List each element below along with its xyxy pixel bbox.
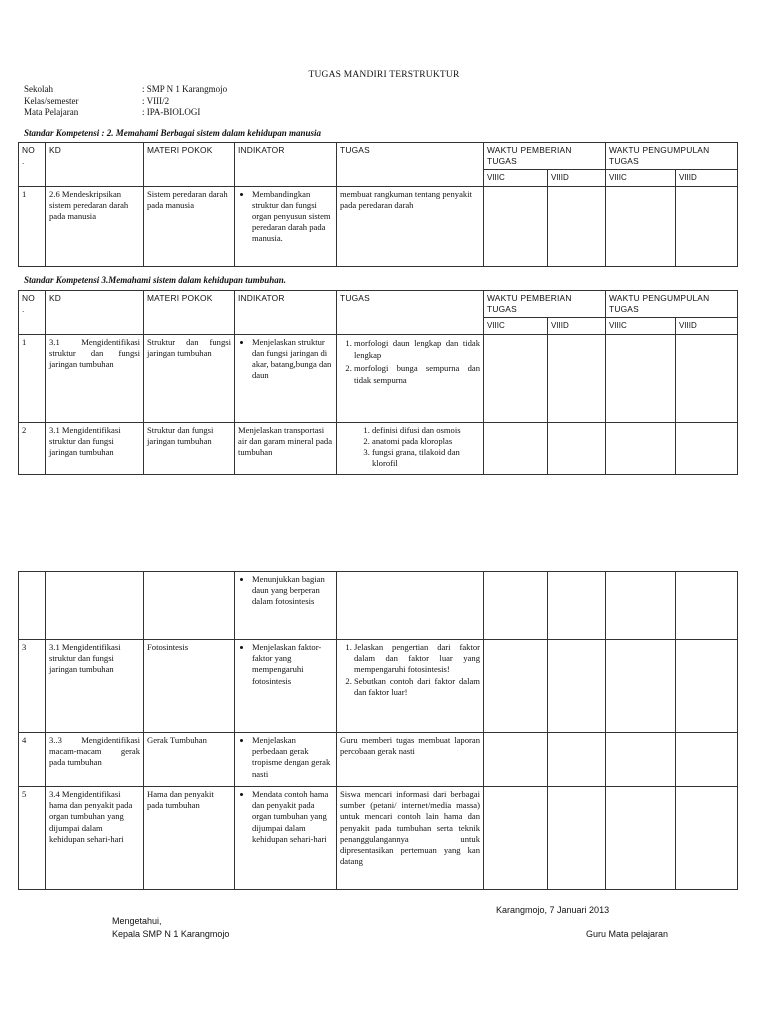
table-header-row xyxy=(19,291,738,318)
tugas-item: 1. Jelaskan pengertian dari faktor dalam dan faktor luar yang mempengaruhi fotosintesis! xyxy=(354,642,480,676)
header-indikator: INDIKATOR xyxy=(235,143,337,187)
tugas-item: 1. morfologi daun lengkap dan tidak lengkap xyxy=(354,337,480,362)
table-row xyxy=(19,572,738,640)
tugas-item: 2. anatomi pada kloroplas xyxy=(372,436,480,447)
cell-kd xyxy=(46,572,144,640)
cell-empty xyxy=(606,787,676,890)
cell-empty xyxy=(606,422,676,474)
info-row-subject xyxy=(24,107,227,119)
table-row xyxy=(19,787,738,890)
cell-materi: Hama dan penyakit pada tumbuhan xyxy=(144,787,235,890)
cell-empty xyxy=(484,186,548,266)
info-value: : VIII/2 xyxy=(142,95,170,106)
cell-empty xyxy=(676,787,738,890)
cell-no: 3 xyxy=(19,640,46,733)
cell-empty xyxy=(484,733,548,787)
table-header-row xyxy=(19,143,738,170)
info-row-class xyxy=(24,96,227,108)
info-value: : IPA-BIOLOGI xyxy=(142,107,201,117)
cell-tugas xyxy=(337,422,484,474)
cell-empty xyxy=(548,186,606,266)
info-value: : SMP N 1 Karangmojo xyxy=(142,84,228,94)
cell-no: 1 xyxy=(19,186,46,266)
cell-empty xyxy=(676,334,738,422)
cell-indikator xyxy=(235,334,337,422)
info-label: Kelas/semester xyxy=(24,95,79,106)
cell-empty xyxy=(484,334,548,422)
cell-kd: 3..3 Mengidentifikasi macam-macam gerak pada tumbuhan xyxy=(46,733,144,787)
school-info xyxy=(24,84,227,119)
cell-tugas: Guru memberi tugas membuat laporan percobaan gerak nasti xyxy=(337,733,484,787)
cell-empty xyxy=(606,640,676,733)
header-pengumpulan: WAKTU PENGUMPULAN TUGAS xyxy=(606,291,738,318)
document-title: TUGAS MANDIRI TERSTRUKTUR xyxy=(308,70,460,80)
cell-indikator xyxy=(235,733,337,787)
cell-empty xyxy=(484,640,548,733)
cell-no: 4 xyxy=(19,733,46,787)
cell-empty xyxy=(676,572,738,640)
header-viiic: VIIIC xyxy=(606,318,676,334)
cell-no: 1 xyxy=(19,334,46,422)
header-indikator: INDIKATOR xyxy=(235,291,337,335)
cell-materi: Sistem peredaran darah pada manusia xyxy=(144,186,235,266)
cell-empty xyxy=(484,422,548,474)
table-competency-3-continued xyxy=(18,571,738,890)
cell-kd: 2.6 Mendeskripsikan sistem peredaran darah pada manusia xyxy=(46,186,144,266)
indikator-item: • Menjelaskan faktor-faktor yang mempengaruhi fotosintesis xyxy=(252,642,333,687)
cell-empty xyxy=(548,334,606,422)
cell-indikator xyxy=(235,572,337,640)
cell-empty xyxy=(676,733,738,787)
place-date: Karangmojo, 7 Januari 2013 xyxy=(496,905,610,915)
cell-kd: 3.1 Mengidentifikasi struktur dan fungsi jaringan tumbuhan xyxy=(46,640,144,733)
cell-empty xyxy=(548,572,606,640)
table-competency-3 xyxy=(18,290,738,475)
table-competency-2 xyxy=(18,142,738,267)
indikator-item: • Menjelaskan struktur dan fungsi jaringan di akar, batang,bunga dan daun xyxy=(252,337,333,382)
header-materi: MATERI POKOK xyxy=(144,143,235,187)
header-pengumpulan: WAKTU PENGUMPULAN TUGAS xyxy=(606,143,738,170)
header-tugas: TUGAS xyxy=(337,291,484,335)
cell-tugas xyxy=(337,572,484,640)
header-viiid: VIIID xyxy=(548,318,606,334)
info-label: Sekolah xyxy=(24,84,53,94)
cell-no xyxy=(19,572,46,640)
cell-empty xyxy=(606,334,676,422)
standard-competency-3: Standar Kompetensi 3.Memahami sistem dalam kehidupan tumbuhan. xyxy=(24,275,287,285)
cell-materi: Struktur dan fungsi jaringan tumbuhan xyxy=(144,334,235,422)
cell-materi: Struktur dan fungsi jaringan tumbuhan xyxy=(144,422,235,474)
cell-empty xyxy=(548,733,606,787)
cell-tugas xyxy=(337,640,484,733)
tugas-item: 2. Sebutkan contoh dari faktor dalam dan faktor luar! xyxy=(354,676,480,698)
header-kd: KD xyxy=(46,291,144,335)
table-row xyxy=(19,422,738,474)
cell-empty xyxy=(676,640,738,733)
header-no: NO . xyxy=(19,291,46,335)
tugas-item: 3. fungsi grana, tilakoid dan klorofil xyxy=(372,447,480,469)
table-row xyxy=(19,640,738,733)
cell-empty xyxy=(676,186,738,266)
cell-empty xyxy=(606,733,676,787)
header-pemberian: WAKTU PEMBERIAN TUGAS xyxy=(484,291,606,318)
header-viiic: VIIIC xyxy=(606,170,676,186)
header-materi: MATERI POKOK xyxy=(144,291,235,335)
info-row-school xyxy=(24,84,227,96)
cell-kd: 3.4 Mengidentifikasi hama dan penyakit pada organ tumbuhan yang dijumpai dalam kehidupan sehari-hari xyxy=(46,787,144,890)
header-tugas: TUGAS xyxy=(337,143,484,187)
tugas-item: 1. definisi difusi dan osmois xyxy=(372,425,480,436)
mengetahui-label: Mengetahui, xyxy=(112,916,162,926)
cell-materi: Fotosintesis xyxy=(144,640,235,733)
cell-materi: Gerak Tumbuhan xyxy=(144,733,235,787)
cell-no: 5 xyxy=(19,787,46,890)
cell-indikator xyxy=(235,640,337,733)
header-viiic: VIIIC xyxy=(484,318,548,334)
cell-empty xyxy=(606,572,676,640)
cell-empty xyxy=(484,787,548,890)
cell-kd: 3.1 Mengidentifikasi struktur dan fungsi jaringan tumbuhan xyxy=(46,334,144,422)
table-row xyxy=(19,334,738,422)
cell-kd: 3.1 Mengidentifikasi struktur dan fungsi jaringan tumbuhan xyxy=(46,422,144,474)
teacher-title: Guru Mata pelajaran xyxy=(586,929,669,939)
header-viiid: VIIID xyxy=(548,170,606,186)
cell-tugas: membuat rangkuman tentang penyakit pada peredaran darah xyxy=(337,186,484,266)
cell-empty xyxy=(548,640,606,733)
standard-competency-2: Standar Kompetensi : 2. Memahami Berbagai sistem dalam kehidupan manusia xyxy=(24,128,322,138)
cell-empty xyxy=(676,422,738,474)
tugas-item: 2. morfologi bunga sempurna dan tidak sempurna xyxy=(354,362,480,387)
cell-empty xyxy=(606,186,676,266)
header-viiid: VIIID xyxy=(676,170,738,186)
cell-tugas: Siswa mencari informasi dari berbagai sumber (petani/ internet/media massa) untuk mencari contoh lain hama dan penyakit pada tumbuhan serta teknik penanggulangannya untuk dipresentasikan pertemuan yang kan datang xyxy=(337,787,484,890)
header-pemberian: WAKTU PEMBERIAN TUGAS xyxy=(484,143,606,170)
indikator-item: • Mendata contoh hama dan penyakit pada organ tumbuhan yang dijumpai dalam kehidupan sehari-hari xyxy=(252,789,333,845)
cell-indikator: Menjelaskan transportasi air dan garam mineral pada tumbuhan xyxy=(235,422,337,474)
header-no: NO . xyxy=(19,143,46,187)
cell-empty xyxy=(548,422,606,474)
header-viiic: VIIIC xyxy=(484,170,548,186)
cell-indikator xyxy=(235,186,337,266)
table-row xyxy=(19,733,738,787)
cell-empty xyxy=(548,787,606,890)
indikator-item: • Menunjukkan bagian daun yang berperan dalam fotosintesis xyxy=(252,574,333,608)
cell-indikator xyxy=(235,787,337,890)
principal-title: Kepala SMP N 1 Karangmojo xyxy=(112,929,230,939)
table-row xyxy=(19,186,738,266)
info-label: Mata Pelajaran xyxy=(24,107,79,117)
indikator-item: • Menjelaskan perbedaan gerak tropisme dengan gerak nasti xyxy=(252,735,333,780)
cell-tugas xyxy=(337,334,484,422)
cell-no: 2 xyxy=(19,422,46,474)
header-viiid: VIIID xyxy=(676,318,738,334)
indikator-item: • Membandingkan struktur dan fungsi organ penyusun sistem peredaran darah pada manusia. xyxy=(252,189,333,245)
header-kd: KD xyxy=(46,143,144,187)
cell-empty xyxy=(484,572,548,640)
cell-materi xyxy=(144,572,235,640)
